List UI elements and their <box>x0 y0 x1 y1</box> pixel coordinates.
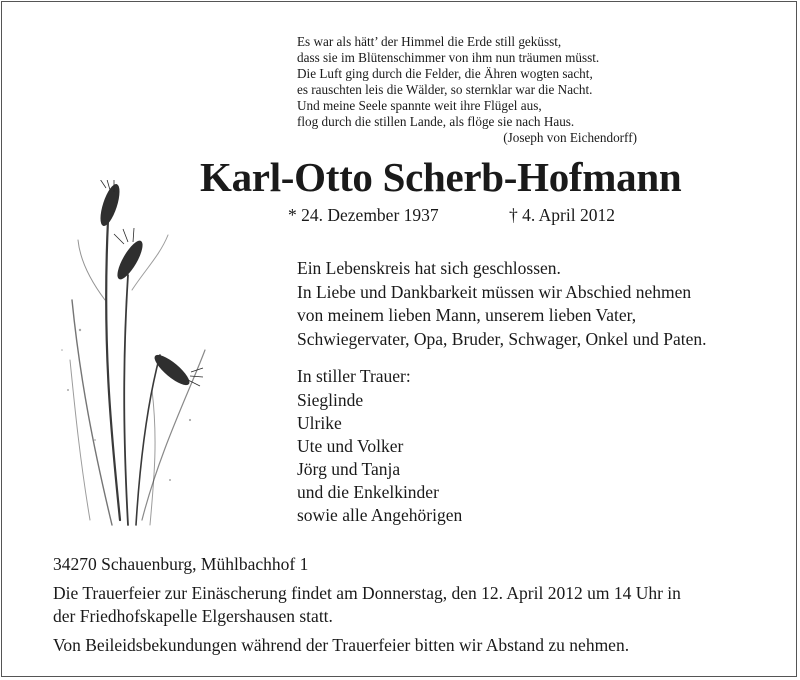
address: 34270 Schauenburg, Mühlbachhof 1 <box>53 554 309 574</box>
farewell-message <box>297 257 777 351</box>
poem <box>297 34 647 146</box>
mourner-name: Ulrike <box>297 413 342 433</box>
condolence-note: Von Beileidsbekundungen während der Trauerfeier bitten wir Abstand zu nehmen. <box>53 635 630 655</box>
deceased-name: Karl-Otto Scherb-Hofmann <box>200 154 682 200</box>
poem-line: es rauschten leis die Wälder, so sternklar war die Nacht. <box>297 82 593 97</box>
poem-line: Es war als hätt’ der Himmel die Erde still geküsst, <box>297 34 562 49</box>
poem-line: Die Luft ging durch die Felder, die Ähren wogten sacht, <box>297 66 593 81</box>
ceremony-info: Die Trauerfeier zur Einäscherung findet am Donnerstag, den 12. April 2012 um 14 Uhr in <box>53 583 681 603</box>
mourner-name: und die Enkelkinder <box>297 482 439 502</box>
ceremony-info-cont: der Friedhofskapelle Elgershausen statt. <box>53 606 333 626</box>
poem-line: flog durch die stillen Lande, als flöge sie nach Haus. <box>297 114 575 129</box>
message-line: Schwiegervater, Opa, Bruder, Schwager, Onkel und Paten. <box>297 328 707 349</box>
mourning-label: In stiller Trauer: <box>297 366 411 386</box>
death-date: † 4. April 2012 <box>509 205 615 225</box>
poem-author: (Joseph von Eichendorff) <box>503 130 637 145</box>
poem-line: Und meine Seele spannte weit ihre Flügel aus, <box>297 98 542 113</box>
message-line: von meinem lieben Mann, unserem lieben Vater, <box>297 305 637 325</box>
mourner-name: Jörg und Tanja <box>297 459 401 479</box>
mourner-name: sowie alle Angehörigen <box>297 505 463 525</box>
footer <box>53 553 773 657</box>
message-line: In Liebe und Dankbarkeit müssen wir Abschied nehmen <box>297 281 692 302</box>
wheat-ears-icon <box>50 180 210 530</box>
mourner-name: Ute und Volker <box>297 436 404 456</box>
message-line: Ein Lebenskreis hat sich geschlossen. <box>297 258 561 278</box>
poem-line: dass sie im Blütenschimmer von ihm nun träumen müsst. <box>297 50 600 65</box>
mourner-name: Sieglinde <box>297 390 364 410</box>
mourners-list <box>297 389 462 527</box>
birth-date: * 24. Dezember 1937 <box>288 205 439 225</box>
